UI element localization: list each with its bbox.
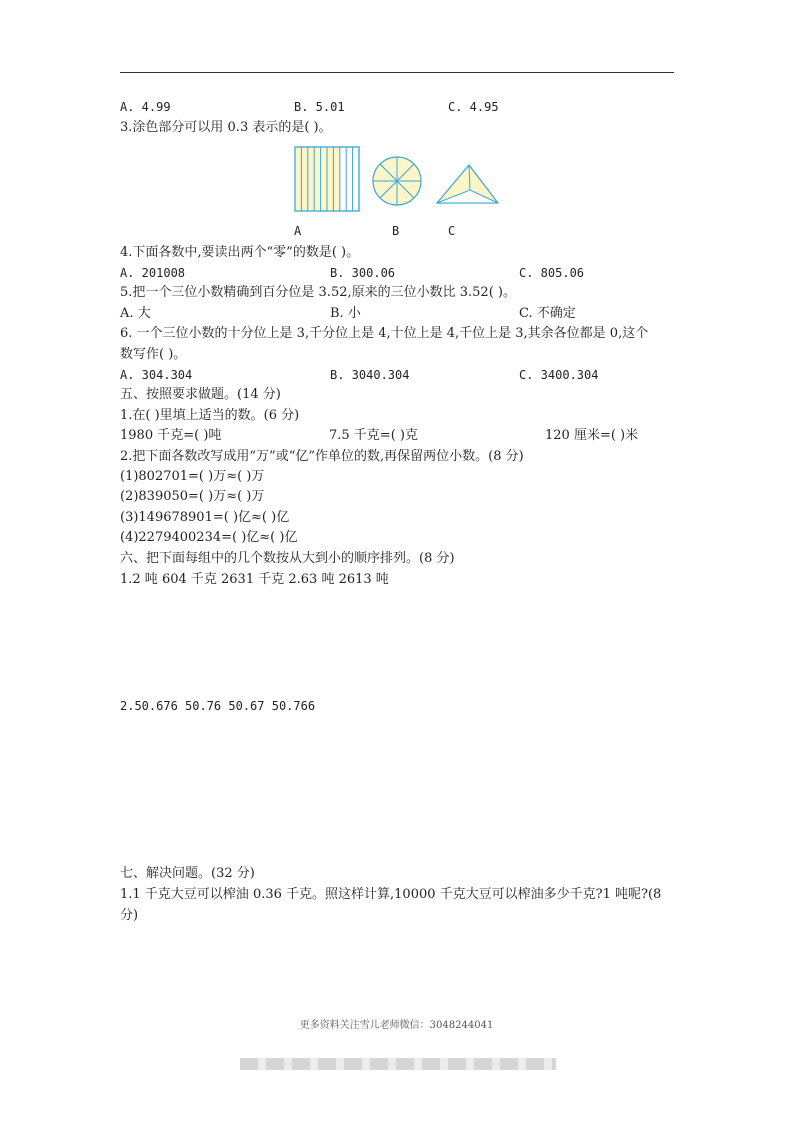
rewrite-item-4: (4)2279400234=( )亿≈( )亿 — [120, 530, 298, 545]
q5-stem: 5.把一个三位小数精确到百分位是 3.52,原来的三位小数比 3.52( )。 — [120, 285, 516, 300]
blurred-watermark — [240, 1058, 556, 1070]
q4-stem: 4.下面各数中,要读出两个“零”的数是( )。 — [120, 245, 360, 260]
q4-option-c: C. 805.06 — [519, 266, 585, 280]
section5-p2-title: 2.把下面各数改写成用“万”或“亿”作单位的数,再保留两位小数。(8 分) — [120, 449, 524, 464]
conversion-item-3: 120 厘米=( )米 — [545, 428, 639, 443]
section7-q1-line2: 分) — [120, 908, 139, 923]
q6-option-b: B. 3040.304 — [330, 368, 410, 382]
q5-option-b: B. 小 — [330, 306, 361, 321]
figure-c-triangle — [437, 165, 498, 203]
q3-stem: 3.涂色部分可以用 0.3 表示的是( )。 — [120, 120, 332, 135]
q3-figures — [290, 144, 506, 214]
figure-b-circle — [373, 157, 421, 205]
conversion-item-1: 1980 千克=( )吨 — [120, 428, 222, 443]
q3-label-a: A — [294, 224, 302, 238]
section5-title: 五、按照要求做题。(14 分) — [120, 387, 281, 402]
q2-option-c: C. 4.95 — [448, 100, 499, 114]
header-rule — [120, 72, 674, 73]
footer-note: 更多资料关注雪儿老师微信：3048244041 — [299, 1020, 494, 1031]
conversion-item-2: 7.5 千克=( )克 — [329, 428, 418, 443]
q4-option-b: B. 300.06 — [330, 266, 396, 280]
section7-q1-line1: 1.1 千克大豆可以榨油 0.36 千克。照这样计算,10000 千克大豆可以榨油多少千克?1 吨呢?(8 — [120, 887, 662, 902]
q3-label-b: B — [392, 224, 400, 238]
q2-option-b: B. 5.01 — [294, 100, 345, 114]
q6-stem-line1: 6. 一个三位小数的十分位上是 3,千分位上是 4,十位上是 4,千位上是 3,其余各位都是 0,这个 — [120, 326, 649, 341]
q5-option-c: C. 不确定 — [519, 306, 576, 321]
section6-title: 六、把下面每组中的几个数按从大到小的顺序排列。(8 分) — [120, 551, 455, 566]
rewrite-item-1: (1)802701=( )万≈( )万 — [120, 469, 265, 484]
q6-option-a: A. 304.304 — [120, 368, 193, 382]
q2-option-a: A. 4.99 — [120, 100, 171, 114]
q3-label-c: C — [448, 224, 456, 238]
section5-p1-title: 1.在( )里填上适当的数。(6 分) — [120, 408, 300, 423]
order-group-2: 2.50.676 50.76 50.67 50.766 — [120, 699, 316, 713]
rewrite-item-3: (3)149678901=( )亿≈( )亿 — [120, 510, 290, 525]
order-group-1: 1.2 吨 604 千克 2631 千克 2.63 吨 2613 吨 — [120, 572, 389, 587]
figure-a-strips — [295, 147, 359, 211]
section7-title: 七、解决问题。(32 分) — [120, 866, 255, 881]
q4-option-a: A. 201008 — [120, 266, 186, 280]
q5-option-a: A. 大 — [120, 306, 151, 321]
rewrite-item-2: (2)839050=( )万≈( )万 — [120, 489, 265, 504]
q6-option-c: C. 3400.304 — [519, 368, 599, 382]
q6-stem-line2: 数写作( )。 — [120, 347, 187, 362]
